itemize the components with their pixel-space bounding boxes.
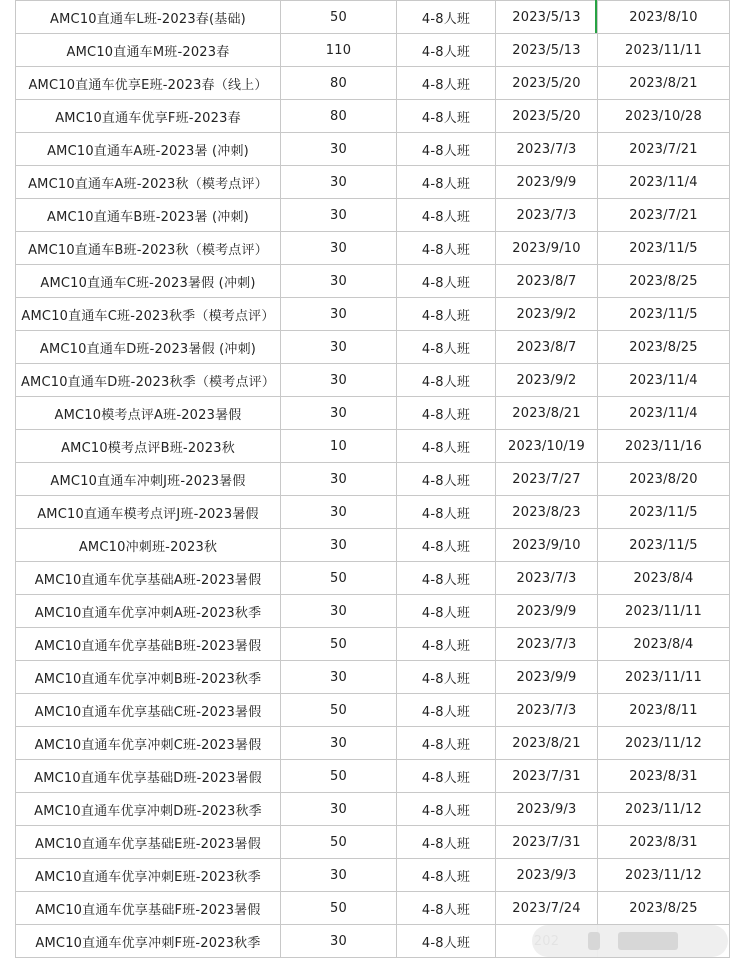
end-date-cell[interactable]: 2023/8/21 xyxy=(598,67,730,100)
course-name-cell[interactable]: AMC10模考点评A班-2023暑假 xyxy=(16,397,281,430)
course-name-cell[interactable]: AMC10直通车模考点评J班-2023暑假 xyxy=(16,496,281,529)
seats-cell[interactable]: 30 xyxy=(281,232,397,265)
end-date-cell[interactable]: 2023/8/25 xyxy=(598,892,730,925)
table-row xyxy=(16,628,730,661)
course-name-cell[interactable]: AMC10直通车C班-2023秋季（模考点评） xyxy=(16,298,281,331)
end-date-cell[interactable]: 2023/11/5 xyxy=(598,232,730,265)
table-row xyxy=(16,1,730,34)
start-date-cell[interactable]: 2023/7/3 xyxy=(496,199,598,232)
start-date-cell[interactable]: 2023/10/19 xyxy=(496,430,598,463)
table-body xyxy=(16,1,730,958)
class-size-cell[interactable]: 4-8人班 xyxy=(397,364,496,397)
course-name-cell[interactable]: AMC10直通车优享基础A班-2023暑假 xyxy=(16,562,281,595)
course-name-cell[interactable]: AMC10直通车B班-2023暑 (冲刺) xyxy=(16,199,281,232)
class-size-cell[interactable]: 4-8人班 xyxy=(397,694,496,727)
end-date-cell[interactable]: 2023/8/25 xyxy=(598,265,730,298)
table-row xyxy=(16,694,730,727)
start-date-cell[interactable]: 2023/9/10 xyxy=(496,232,598,265)
seats-cell[interactable]: 30 xyxy=(281,199,397,232)
end-date-cell[interactable]: 2023/11/12 xyxy=(598,727,730,760)
class-size-cell[interactable]: 4-8人班 xyxy=(397,34,496,67)
table-row xyxy=(16,166,730,199)
selected-cell-edge xyxy=(595,0,597,33)
end-date-cell[interactable]: 2023/8/10 xyxy=(598,1,730,34)
class-size-cell[interactable]: 4-8人班 xyxy=(397,562,496,595)
spreadsheet xyxy=(15,0,729,958)
class-size-cell[interactable]: 4-8人班 xyxy=(397,661,496,694)
end-date-cell[interactable]: 2023/8/31 xyxy=(598,826,730,859)
seats-cell[interactable]: 30 xyxy=(281,265,397,298)
start-date-cell[interactable]: 2023/9/3 xyxy=(496,859,598,892)
class-size-cell[interactable]: 4-8人班 xyxy=(397,463,496,496)
table-row xyxy=(16,859,730,892)
end-date-cell[interactable]: 2023/7/21 xyxy=(598,133,730,166)
start-date-cell[interactable]: 2023/7/27 xyxy=(496,463,598,496)
table-row xyxy=(16,298,730,331)
end-date-cell[interactable]: 2023/8/11 xyxy=(598,694,730,727)
seats-cell[interactable]: 10 xyxy=(281,430,397,463)
start-date-cell[interactable]: 2023/8/23 xyxy=(496,496,598,529)
seats-cell[interactable]: 30 xyxy=(281,793,397,826)
course-name-cell[interactable]: AMC10直通车C班-2023暑假 (冲刺) xyxy=(16,265,281,298)
end-date-cell[interactable]: 2023/8/4 xyxy=(598,628,730,661)
end-date-cell[interactable]: 2023/11/5 xyxy=(598,298,730,331)
class-size-cell[interactable]: 4-8人班 xyxy=(397,100,496,133)
table-row xyxy=(16,727,730,760)
start-date-cell[interactable]: 2023/7/3 xyxy=(496,133,598,166)
start-date-cell[interactable]: 2023/7/31 xyxy=(496,760,598,793)
class-size-cell[interactable]: 4-8人班 xyxy=(397,397,496,430)
seats-cell[interactable]: 30 xyxy=(281,331,397,364)
seats-cell[interactable]: 30 xyxy=(281,133,397,166)
end-date-cell[interactable]: 2023/8/31 xyxy=(598,760,730,793)
seats-cell[interactable]: 50 xyxy=(281,562,397,595)
table-row xyxy=(16,364,730,397)
table-row xyxy=(16,595,730,628)
table-row xyxy=(16,892,730,925)
course-name-cell[interactable]: AMC10直通车优享基础B班-2023暑假 xyxy=(16,628,281,661)
course-name-cell[interactable]: AMC10直通车优享基础D班-2023暑假 xyxy=(16,760,281,793)
seats-cell[interactable]: 30 xyxy=(281,364,397,397)
class-size-cell[interactable]: 4-8人班 xyxy=(397,232,496,265)
course-name-cell[interactable]: AMC10直通车优享F班-2023春 xyxy=(16,100,281,133)
seats-cell[interactable]: 30 xyxy=(281,727,397,760)
seats-cell[interactable]: 30 xyxy=(281,496,397,529)
table-row xyxy=(16,331,730,364)
start-date-cell[interactable]: 2023/8/21 xyxy=(496,397,598,430)
blurred-watermark-block xyxy=(588,932,600,950)
table-row xyxy=(16,496,730,529)
class-size-cell[interactable]: 4-8人班 xyxy=(397,595,496,628)
class-size-cell[interactable]: 4-8人班 xyxy=(397,166,496,199)
table-row xyxy=(16,793,730,826)
class-size-cell[interactable]: 4-8人班 xyxy=(397,727,496,760)
table-row xyxy=(16,232,730,265)
class-size-cell[interactable]: 4-8人班 xyxy=(397,265,496,298)
end-date-cell[interactable]: 2023/11/16 xyxy=(598,430,730,463)
start-date-cell[interactable]: 2023/7/24 xyxy=(496,892,598,925)
course-name-cell[interactable]: AMC10直通车优享冲刺B班-2023秋季 xyxy=(16,661,281,694)
course-name-cell[interactable]: AMC10直通车优享冲刺A班-2023秋季 xyxy=(16,595,281,628)
seats-cell[interactable]: 80 xyxy=(281,67,397,100)
start-date-cell[interactable]: 2023/8/21 xyxy=(496,727,598,760)
course-name-cell[interactable]: AMC10直通车优享基础C班-2023暑假 xyxy=(16,694,281,727)
class-size-cell[interactable]: 4-8人班 xyxy=(397,133,496,166)
course-name-cell[interactable]: AMC10直通车D班-2023暑假 (冲刺) xyxy=(16,331,281,364)
end-date-cell[interactable]: 2023/11/12 xyxy=(598,793,730,826)
course-name-cell[interactable]: AMC10直通车优享冲刺C班-2023暑假 xyxy=(16,727,281,760)
course-name-cell[interactable]: AMC10直通车优享基础E班-2023暑假 xyxy=(16,826,281,859)
seats-cell[interactable]: 30 xyxy=(281,661,397,694)
table-row xyxy=(16,100,730,133)
course-name-cell[interactable]: AMC10直通车优享冲刺D班-2023秋季 xyxy=(16,793,281,826)
end-date-cell[interactable]: 2023/8/4 xyxy=(598,562,730,595)
course-name-cell[interactable]: AMC10直通车优享基础F班-2023暑假 xyxy=(16,892,281,925)
course-name-cell[interactable]: AMC10直通车冲刺J班-2023暑假 xyxy=(16,463,281,496)
start-date-cell[interactable]: 2023/5/20 xyxy=(496,67,598,100)
start-date-cell[interactable]: 2023/9/9 xyxy=(496,595,598,628)
class-size-cell[interactable]: 4-8人班 xyxy=(397,496,496,529)
table-row xyxy=(16,760,730,793)
end-date-cell[interactable]: 2023/7/21 xyxy=(598,199,730,232)
start-date-cell[interactable]: 2023/9/9 xyxy=(496,661,598,694)
course-name-cell[interactable]: AMC10直通车B班-2023秋（模考点评） xyxy=(16,232,281,265)
seats-cell[interactable]: 30 xyxy=(281,859,397,892)
start-date-cell[interactable]: 2023/7/3 xyxy=(496,694,598,727)
course-name-cell[interactable]: AMC10直通车优享冲刺F班-2023秋季 xyxy=(16,925,281,958)
end-date-cell[interactable]: 2023/11/5 xyxy=(598,496,730,529)
class-size-cell[interactable]: 4-8人班 xyxy=(397,628,496,661)
course-name-cell[interactable]: AMC10直通车M班-2023春 xyxy=(16,34,281,67)
table-row xyxy=(16,67,730,100)
seats-cell[interactable]: 50 xyxy=(281,892,397,925)
blurred-watermark-block xyxy=(618,932,678,950)
end-date-cell[interactable]: 2023/8/25 xyxy=(598,331,730,364)
start-date-cell[interactable]: 2023/5/13 xyxy=(496,1,598,34)
table-row xyxy=(16,529,730,562)
course-name-cell[interactable]: AMC10模考点评B班-2023秋 xyxy=(16,430,281,463)
end-date-cell[interactable]: 2023/10/28 xyxy=(598,100,730,133)
class-size-cell[interactable]: 4-8人班 xyxy=(397,793,496,826)
seats-cell[interactable]: 30 xyxy=(281,166,397,199)
seats-cell[interactable]: 50 xyxy=(281,694,397,727)
table-row xyxy=(16,463,730,496)
course-name-cell[interactable]: AMC10直通车L班-2023春(基础) xyxy=(16,1,281,34)
class-size-cell[interactable]: 4-8人班 xyxy=(397,760,496,793)
start-date-cell[interactable]: 2023/9/9 xyxy=(496,166,598,199)
class-size-cell[interactable]: 4-8人班 xyxy=(397,430,496,463)
table-row xyxy=(16,133,730,166)
course-name-cell[interactable]: AMC10直通车D班-2023秋季（模考点评） xyxy=(16,364,281,397)
course-name-cell[interactable]: AMC10直通车A班-2023秋（模考点评） xyxy=(16,166,281,199)
start-date-cell[interactable]: 2023/5/20 xyxy=(496,100,598,133)
course-name-cell[interactable]: AMC10冲刺班-2023秋 xyxy=(16,529,281,562)
seats-cell[interactable]: 30 xyxy=(281,298,397,331)
end-date-cell[interactable]: 2023/11/4 xyxy=(598,397,730,430)
start-date-cell[interactable]: 2023/8/7 xyxy=(496,265,598,298)
start-date-cell[interactable]: 2023/9/2 xyxy=(496,364,598,397)
class-size-cell[interactable]: 4-8人班 xyxy=(397,892,496,925)
start-date-cell[interactable]: 2023/8/7 xyxy=(496,331,598,364)
class-size-cell[interactable]: 4-8人班 xyxy=(397,1,496,34)
table-row xyxy=(16,265,730,298)
table-row xyxy=(16,199,730,232)
class-size-cell[interactable]: 4-8人班 xyxy=(397,859,496,892)
end-date-cell[interactable]: 2023/11/11 xyxy=(598,34,730,67)
start-date-cell[interactable]: 2023/7/31 xyxy=(496,826,598,859)
table-row xyxy=(16,826,730,859)
start-date-cell[interactable]: 2023/9/3 xyxy=(496,793,598,826)
course-table xyxy=(15,0,730,958)
seats-cell[interactable]: 80 xyxy=(281,100,397,133)
class-size-cell[interactable]: 4-8人班 xyxy=(397,67,496,100)
start-date-cell[interactable]: 2023/9/10 xyxy=(496,529,598,562)
table-row xyxy=(16,430,730,463)
class-size-cell[interactable]: 4-8人班 xyxy=(397,925,496,958)
end-date-cell[interactable]: 2023/11/11 xyxy=(598,595,730,628)
class-size-cell[interactable]: 4-8人班 xyxy=(397,826,496,859)
course-name-cell[interactable]: AMC10直通车A班-2023暑 (冲刺) xyxy=(16,133,281,166)
class-size-cell[interactable]: 4-8人班 xyxy=(397,298,496,331)
end-date-cell[interactable]: 2023/11/4 xyxy=(598,364,730,397)
start-date-cell[interactable]: 2023/5/13 xyxy=(496,34,598,67)
class-size-cell[interactable]: 4-8人班 xyxy=(397,199,496,232)
table-row xyxy=(16,562,730,595)
course-name-cell[interactable]: AMC10直通车优享冲刺E班-2023秋季 xyxy=(16,859,281,892)
seats-cell[interactable]: 50 xyxy=(281,760,397,793)
seats-cell[interactable]: 110 xyxy=(281,34,397,67)
table-row xyxy=(16,661,730,694)
end-date-cell[interactable]: 2023/11/12 xyxy=(598,859,730,892)
class-size-cell[interactable]: 4-8人班 xyxy=(397,529,496,562)
seats-cell[interactable]: 30 xyxy=(281,529,397,562)
seats-cell[interactable]: 50 xyxy=(281,826,397,859)
class-size-cell[interactable]: 4-8人班 xyxy=(397,331,496,364)
seats-cell[interactable]: 30 xyxy=(281,397,397,430)
seats-cell[interactable]: 50 xyxy=(281,628,397,661)
table-row xyxy=(16,397,730,430)
seats-cell[interactable]: 30 xyxy=(281,925,397,958)
end-date-cell[interactable]: 2023/11/4 xyxy=(598,166,730,199)
start-date-cell[interactable]: 2023/9/2 xyxy=(496,298,598,331)
end-date-cell[interactable]: 2023/11/5 xyxy=(598,529,730,562)
course-name-cell[interactable]: AMC10直通车优享E班-2023春（线上） xyxy=(16,67,281,100)
start-date-cell[interactable]: 2023/7/3 xyxy=(496,628,598,661)
seats-cell[interactable]: 30 xyxy=(281,463,397,496)
end-date-cell[interactable]: 2023/8/20 xyxy=(598,463,730,496)
seats-cell[interactable]: 50 xyxy=(281,1,397,34)
end-date-cell[interactable]: 2023/11/11 xyxy=(598,661,730,694)
table-row xyxy=(16,34,730,67)
seats-cell[interactable]: 30 xyxy=(281,595,397,628)
start-date-cell[interactable]: 2023/7/3 xyxy=(496,562,598,595)
